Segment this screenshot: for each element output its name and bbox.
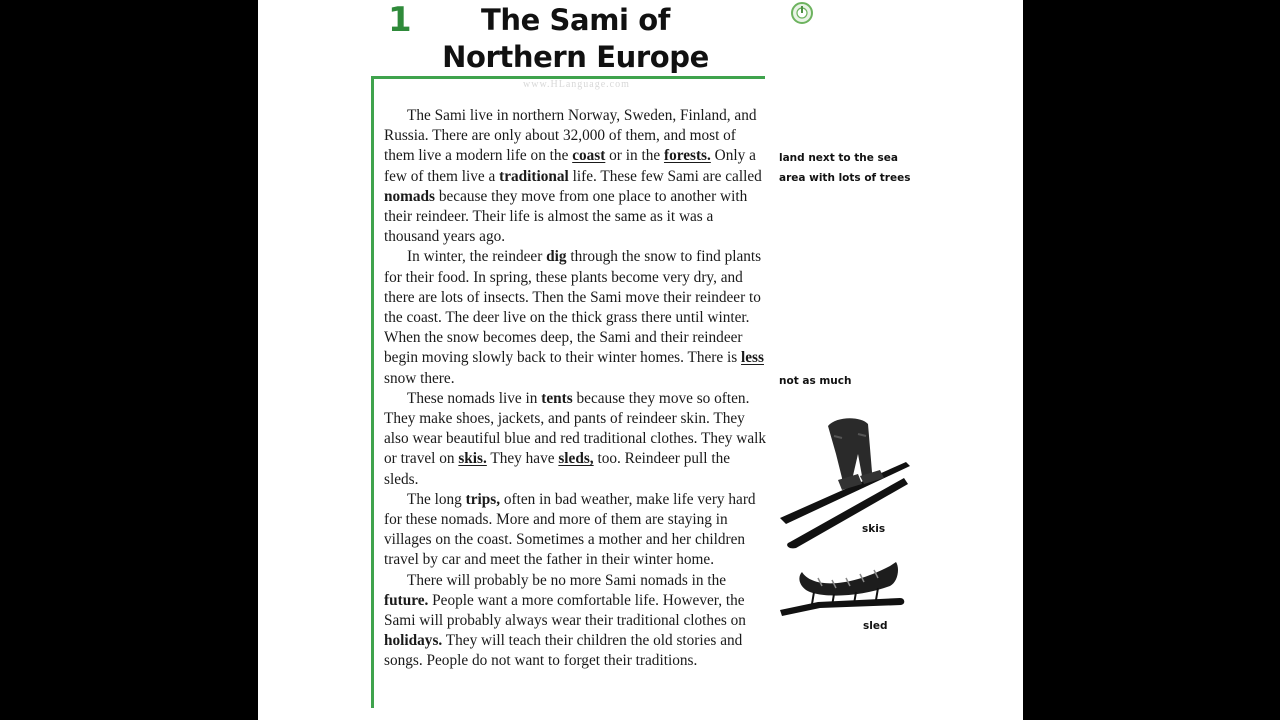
title-line-1: The Sami of: [480, 3, 671, 37]
paragraph-5: [384, 571, 766, 672]
gloss-forests: area with lots of trees: [779, 172, 911, 184]
green-left-rule: [371, 76, 374, 708]
reading-passage: [384, 106, 766, 672]
cd-audio-icon: [791, 2, 813, 24]
vocab-word: traditional: [499, 167, 569, 185]
textbook-page: [258, 0, 1023, 720]
text-run: They will teach their children the old stories and songs. People do not want to forget their traditions.: [384, 632, 743, 670]
watermark: www.HLanguage.com: [523, 79, 630, 90]
text-run: through the snow to find plants for their food. In spring, these plants become very dry, and there are lots of insects. Then the Sami move their reindeer to the coast. The deer live on the thick grass there until winter. When the snow becomes deep, the Sami and their reindeer begin moving slowly back to their winter homes. There is: [384, 248, 762, 367]
paragraph-2: [384, 247, 766, 388]
glossed-word: less: [741, 349, 764, 367]
text-run: Only a few of them live a: [384, 147, 756, 185]
skis-illustration: [776, 414, 911, 549]
text-run: because they move so often. They make shoes, jackets, and pants of reindeer skin. They also wear beautiful blue and red traditional clothes. They walk or travel on: [384, 389, 767, 468]
vocab-word: holidays.: [384, 632, 443, 650]
vocab-word: dig: [546, 248, 567, 266]
text-run: or in the: [605, 147, 664, 165]
text-run: often in bad weather, make life very hard for these nomads. More and more of them are staying in villages on the coast. Sometimes a mother and her children travel by car and meet the father in their winter home.: [384, 490, 756, 569]
caption-skis: skis: [862, 523, 886, 535]
vocab-word: trips,: [465, 490, 501, 508]
text-run: These nomads live in: [407, 389, 542, 407]
text-run: In winter, the reindeer: [407, 248, 547, 266]
title-line-2: Northern Europe: [442, 40, 709, 74]
paragraph-1: [384, 106, 766, 247]
vocab-word: nomads: [384, 187, 436, 205]
sled-illustration: [778, 558, 908, 620]
glossed-word: coast: [572, 147, 606, 165]
vocab-word: future.: [384, 591, 429, 609]
paragraph-4: [384, 490, 766, 571]
text-run: People want a more comfortable life. However, the Sami will probably always wear their traditional clothes on: [384, 591, 746, 630]
text-run: life. These few Sami are called: [568, 167, 762, 185]
glossed-word: sleds,: [558, 450, 594, 468]
gloss-less: not as much: [779, 375, 852, 387]
glossed-word: forests.: [663, 147, 711, 165]
text-run: The Sami live in northern Norway, Sweden, Finland, and Russia. There are only about 32,000 of them, and most of them live a modern life on the: [384, 107, 757, 165]
paragraph-3: [384, 389, 766, 490]
vocab-word: tents: [541, 389, 573, 407]
text-run: They have: [486, 450, 559, 468]
unit-number: 1: [388, 0, 412, 40]
text-run: There will probably be no more Sami nomads in the: [407, 571, 727, 589]
text-run: snow there.: [384, 369, 455, 387]
text-run: too. Reindeer pull the sleds.: [384, 450, 731, 488]
text-run: because they move from one place to another with their reindeer. Their life is almost the same as it was a thousand years ago.: [384, 187, 748, 246]
caption-sled: sled: [863, 620, 888, 632]
glossed-word: skis.: [458, 450, 487, 468]
gloss-coast: land next to the sea: [779, 152, 898, 164]
text-run: The long: [407, 490, 466, 508]
page-title: [428, 2, 723, 76]
